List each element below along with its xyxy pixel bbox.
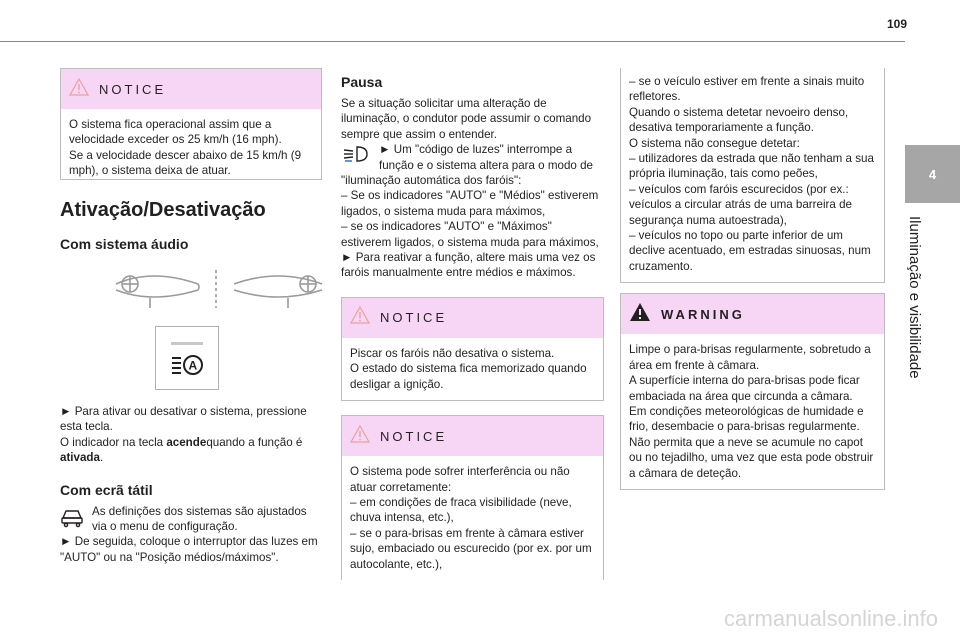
warning-text: Limpe o para-brisas regularmente, sobretudo a área em frente à câmara. A superfície interna do para-brisas pode ficar embaciada na área que circunda a câmara. Em condições meteorológicas de humidade e frio, desembacie o para-brisas regularmente. Não permita que a neve se acumule no capot ou no tejadilho, uma vez que esta pode obstruir a câmara de deteção. (629, 343, 874, 480)
notice-header (342, 416, 603, 456)
warning-header (621, 294, 884, 334)
chapter-title: Iluminação e visibilidade (906, 216, 923, 379)
pause-icon-paragraph (341, 142, 604, 188)
warning-box (620, 293, 885, 490)
chapter-tab (905, 145, 960, 203)
notice-box-continued (620, 68, 885, 283)
touch-instructions (60, 504, 322, 566)
notice-text: O sistema fica operacional assim que a velocidade exceder os 25 km/h (16 mph). Se a velocidade descer abaixo de 15 km/h (9 mph), o sistema deixa de atuar. (69, 118, 302, 178)
headlamp-illustration (112, 264, 332, 314)
touch-text: ► De seguida, coloque o interruptor das luzes em "AUTO" ou na "Posição médios/máximos". (60, 535, 318, 564)
warning-title: WARNING (661, 306, 745, 322)
header-rule (0, 41, 905, 42)
notice-header (342, 298, 603, 338)
warning-triangle-icon (629, 302, 651, 327)
notice-box-2 (341, 297, 604, 401)
headlamp-flash-icon (341, 144, 371, 169)
continued-text: – se o veículo estiver em frente a sinais muito refletores. Quando o sistema detetar nevoeiro denso, desativa temporariamente a função. O sistema não consegue detetar: – utilizadores da estrada que não tenham a sua própria iluminação, tais como peões, – veículos com faróis escurecidos (por ex.: veículos a circular atrás de uma barreira de segurança numa autoestrada), – veículos no topo ou parte inferior de um declive acentuado, em estradas sinuosas, num cruzamento. (629, 75, 874, 273)
touch-icon-text: As definições dos sistemas são ajustados via o menu de configuração. (92, 504, 307, 534)
page-number: 109 (886, 17, 907, 31)
caution-triangle-icon (350, 306, 370, 329)
notice-text: Piscar os faróis não desativa o sistema. O estado do sistema fica memorizado quando desligar a ignição. (350, 346, 587, 391)
column-2 (341, 74, 604, 580)
column-3 (620, 68, 885, 490)
auto-high-beam-icon (170, 353, 204, 375)
notice-box-1 (60, 68, 322, 180)
car-settings-icon (60, 506, 84, 533)
subsection-title-touch: Com ecrã tátil (60, 481, 153, 498)
svg-text:A: A (188, 358, 198, 372)
notice-title: NOTICE (380, 428, 448, 444)
pause-text-2: – Se os indicadores "AUTO" e "Médios" estiverem ligados, o sistema muda para máximos, – se os indicadores "AUTO" e "Máximos" estiverem ligados, o sistema muda para máximos, ► Para reativar a função, altere mais uma vez os faróis manualmente entre médios e máximos. (341, 189, 599, 280)
caution-triangle-icon (69, 78, 89, 101)
auto-high-beam-button-illustration (155, 326, 219, 390)
notice-header (61, 69, 321, 109)
watermark: carmanualsonline.info (723, 606, 938, 631)
section-title: Ativação/Desativação (60, 199, 266, 221)
chapter-title-vertical (893, 216, 933, 396)
notice-box-3 (341, 415, 604, 580)
subsection-title-audio: Com sistema áudio (60, 236, 189, 252)
pause-title: Pausa (341, 74, 383, 90)
notice-text: O sistema pode sofrer interferência ou não atuar corretamente: – em condições de fraca visibilidade (neve, chuva intensa, etc.), – se o para-brisas em frente à câmara estiver sujo, embaciado ou escurecido (por ex. por um autocolante, etc.), (350, 465, 592, 571)
notice-title: NOTICE (380, 310, 448, 326)
notice-title: NOTICE (99, 81, 167, 97)
column-1 (60, 68, 322, 565)
pause-text-1: Se a situação solicitar uma alteração de iluminação, o condutor pode assumir o comando sempre que assim o entender. (341, 97, 592, 141)
chapter-number: 4 (928, 166, 937, 182)
audio-instructions: ► Para ativar ou desativar o sistema, pressione esta tecla. O indicador na tecla acendequando a função é ativada. (60, 405, 307, 465)
pause-icon-text: ► Um "código de luzes" interrompe a função e o sistema altera para o modo de "iluminação automática dos faróis": (341, 143, 593, 188)
caution-triangle-icon (350, 425, 370, 448)
